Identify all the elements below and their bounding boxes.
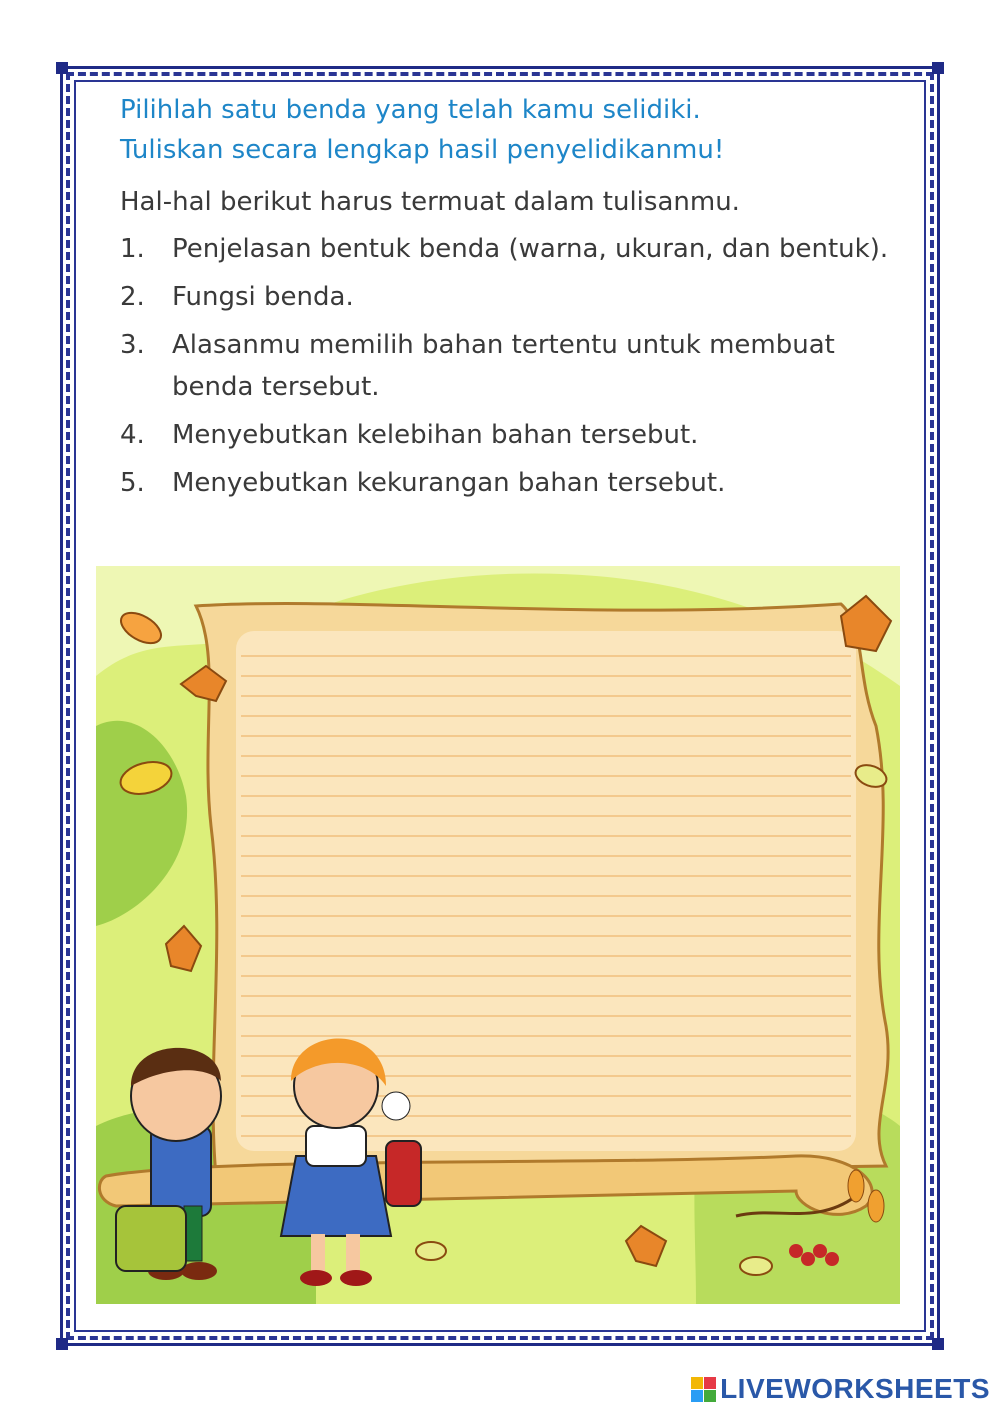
border-corner [932, 62, 944, 74]
border-corner [56, 1338, 68, 1350]
list-item-number: 2. [120, 282, 145, 312]
list-item [120, 324, 900, 408]
list-item-number: 4. [120, 420, 145, 450]
list-item-text: Alasanmu memilih bahan tertentu untuk membuat benda tersebut. [172, 330, 835, 402]
autumn-leaf-icon [740, 1257, 772, 1275]
list-item-text: Menyebutkan kekurangan bahan tersebut. [172, 468, 726, 498]
task-list [120, 228, 900, 510]
instruction-line-1: Pilihlah satu benda yang telah kamu selidiki. [120, 95, 701, 125]
list-item-number: 1. [120, 234, 145, 264]
autumn-leaf-icon [416, 1242, 446, 1260]
intro-text: Hal-hal berikut harus termuat dalam tulisanmu. [120, 187, 740, 217]
list-item-text: Menyebutkan kelebihan bahan tersebut. [172, 420, 699, 450]
list-item [120, 228, 900, 270]
instruction-heading [120, 90, 900, 170]
watermark-text: LIVEWORKSHEETS [720, 1373, 990, 1404]
instruction-line-2: Tuliskan secara lengkap hasil penyelidikanmu! [120, 135, 725, 165]
liveworksheets-logo-icon [691, 1377, 716, 1402]
list-item [120, 276, 900, 318]
list-item-number: 5. [120, 468, 145, 498]
list-item-number: 3. [120, 330, 145, 360]
backpack-icon [116, 1206, 186, 1271]
writing-scroll-illustration [96, 566, 900, 1304]
border-corner [56, 62, 68, 74]
backpack-icon [386, 1141, 421, 1206]
list-item [120, 462, 900, 504]
list-item-text: Fungsi benda. [172, 282, 354, 312]
border-corner [932, 1338, 944, 1350]
list-item [120, 414, 900, 456]
list-item-text: Penjelasan bentuk benda (warna, ukuran, dan bentuk). [172, 234, 889, 264]
liveworksheets-watermark [691, 1373, 990, 1405]
